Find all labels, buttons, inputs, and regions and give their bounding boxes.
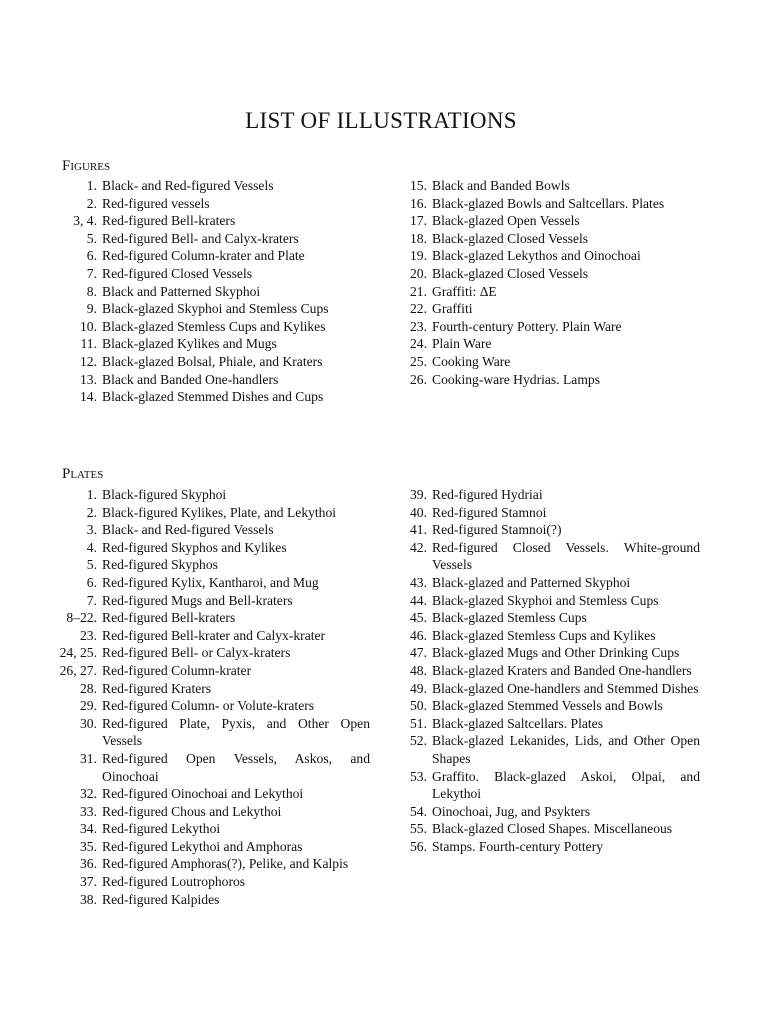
item-number: 9. (86, 301, 97, 317)
item-title: Red-figured Column- or Volute-kraters (102, 698, 315, 714)
item-number: 8. (86, 283, 97, 299)
item-title: Red-figured Stamnoi(?) (432, 522, 562, 538)
list-item (410, 504, 700, 522)
list-item (86, 504, 370, 522)
item-number: 11. (80, 336, 97, 352)
item-title: Red-figured Bell- and Calyx-kraters (102, 230, 299, 246)
list-item (86, 592, 370, 610)
item-number: 28. (80, 680, 97, 696)
item-number: 1. (86, 487, 97, 502)
item-number: 24. (410, 336, 427, 352)
item-number: 2. (86, 195, 97, 211)
item-number: 52. (410, 733, 427, 749)
item-number: 34. (80, 821, 97, 837)
item-number: 18. (410, 230, 427, 246)
item-title: Black-glazed Skyphoi and Stemless Cups (432, 592, 659, 608)
item-number: 20. (410, 265, 427, 281)
item-number: 7. (86, 265, 97, 281)
item-title: Red-figured Bell-krater and Calyx-krater (102, 627, 326, 643)
item-title: Red-figured Loutrophoros (102, 874, 246, 890)
item-title: Black-glazed Kylikes and Mugs (102, 336, 277, 352)
item-number: 13. (80, 371, 97, 387)
list-item (410, 592, 700, 610)
list-item (86, 486, 370, 504)
item-title: Red-figured Column-krater and Plate (102, 248, 305, 264)
list-item (410, 662, 700, 680)
item-title: Black-glazed Stemless Cups and Kylikes (102, 318, 326, 334)
list-item (410, 212, 702, 230)
item-number: 37. (80, 874, 97, 890)
item-title: Black-glazed Closed Shapes. Miscellaneous (432, 821, 673, 837)
list-item (86, 283, 372, 301)
list-item (86, 177, 372, 195)
item-number: 54. (410, 803, 427, 819)
list-item (80, 820, 370, 838)
list-item (410, 715, 700, 733)
item-number: 26, 27. (59, 662, 97, 678)
item-title: Stamps. Fourth-century Pottery (432, 838, 604, 854)
list-item (59, 644, 370, 662)
item-number: 21. (410, 283, 427, 299)
list-item (410, 283, 702, 301)
item-title: Red-figured Open Vessels, Askos, and Oinochoai (102, 750, 370, 784)
item-title: Black-glazed and Patterned Skyphoi (432, 574, 631, 590)
item-title: Black-glazed Kraters and Banded One-handlers (432, 662, 692, 678)
item-number: 10. (80, 318, 97, 334)
item-number: 2. (86, 504, 97, 520)
item-number: 16. (410, 195, 427, 211)
list-item (410, 838, 700, 856)
item-number: 5. (86, 230, 97, 246)
item-title: Red-figured Lekythoi (102, 821, 221, 837)
item-title: Red-figured Stamnoi (432, 504, 547, 520)
item-title: Black and Banded One-handlers (102, 371, 279, 387)
item-title: Graffito. Black-glazed Askoi, Olpai, and Lekythoi (432, 768, 700, 802)
item-title: Black-glazed Closed Vessels (432, 230, 589, 246)
list-item (410, 609, 700, 627)
item-number: 55. (410, 821, 427, 837)
figures-list-right (410, 177, 702, 388)
list-item (410, 300, 702, 318)
list-item (86, 539, 370, 557)
item-number: 42. (410, 539, 427, 555)
list-item (86, 521, 370, 539)
list-item (80, 891, 370, 909)
item-title: Red-figured Kalpides (102, 891, 220, 907)
list-item (410, 353, 702, 371)
list-item (80, 803, 370, 821)
item-number: 48. (410, 662, 427, 678)
item-number: 6. (86, 574, 97, 590)
list-item (80, 353, 372, 371)
item-number: 30. (80, 715, 97, 731)
list-item (410, 230, 702, 248)
list-item (410, 318, 702, 336)
item-number: 50. (410, 698, 427, 714)
item-number: 3, 4. (73, 213, 97, 229)
list-item (80, 627, 370, 645)
item-number: 1. (86, 178, 97, 193)
item-number: 29. (80, 698, 97, 714)
item-title: Black-glazed Stemmed Dishes and Cups (102, 389, 324, 405)
item-number: 3. (86, 522, 97, 538)
item-title: Red-figured Oinochoai and Lekythoi (102, 786, 304, 802)
item-number: 8–22. (66, 610, 97, 626)
plates-list-left (59, 486, 370, 908)
item-number: 17. (410, 213, 427, 229)
item-title: Red-figured Closed Vessels (102, 265, 253, 281)
list-item (80, 697, 370, 715)
item-title: Red-figured Column-krater (102, 662, 252, 678)
item-number: 25. (410, 353, 427, 369)
item-number: 19. (410, 248, 427, 264)
page-title: LIST OF ILLUSTRATIONS (245, 108, 517, 133)
item-title: Black-glazed One-handlers and Stemmed Dishes (432, 680, 699, 696)
item-title: Cooking Ware (432, 353, 511, 369)
list-item (410, 697, 700, 715)
list-item (80, 838, 370, 856)
list-item (80, 785, 370, 803)
list-item (410, 335, 702, 353)
item-title: Red-figured Skyphos and Kylikes (102, 539, 287, 555)
item-title: Black-glazed Bolsal, Phiale, and Kraters (102, 353, 323, 369)
item-number: 51. (410, 715, 427, 731)
list-item (410, 680, 700, 698)
item-title: Black-figured Kylikes, Plate, and Lekythoi (102, 504, 337, 520)
item-title: Red-figured Bell-kraters (102, 610, 236, 626)
list-item (410, 521, 700, 539)
item-number: 35. (80, 838, 97, 854)
list-item (80, 335, 372, 353)
item-title: Red-figured Amphoras(?), Pelike, and Kalpis (102, 856, 349, 872)
item-number: 46. (410, 627, 427, 643)
figures-heading: Figures (62, 158, 111, 174)
list-item (410, 177, 702, 195)
list-item (410, 644, 700, 662)
figures-list-left (73, 177, 372, 406)
item-title: Cooking-ware Hydrias. Lamps (432, 371, 600, 387)
item-title: Black-glazed Open Vessels (432, 213, 580, 229)
item-title: Black-glazed Saltcellars. Plates (432, 715, 603, 731)
list-item (80, 715, 370, 750)
item-title: Black-glazed Skyphoi and Stemless Cups (102, 301, 329, 317)
item-title: Fourth-century Pottery. Plain Ware (432, 318, 622, 334)
item-title: Black-glazed Stemless Cups and Kylikes (432, 627, 656, 643)
item-number: 15. (410, 178, 427, 193)
item-number: 45. (410, 610, 427, 626)
item-number: 23. (410, 318, 427, 334)
item-number: 31. (80, 750, 97, 766)
item-title: Red-figured Chous and Lekythoi (102, 803, 282, 819)
list-item (410, 265, 702, 283)
item-title: Red-figured Kraters (102, 680, 212, 696)
list-item (80, 318, 372, 336)
item-title: Graffiti: ΔΕ (432, 283, 497, 299)
list-item (66, 609, 370, 627)
list-item (410, 195, 702, 213)
list-item (410, 574, 700, 592)
list-item (410, 820, 700, 838)
item-title: Black-glazed Stemmed Vessels and Bowls (432, 698, 663, 714)
item-number: 14. (80, 389, 97, 405)
item-title: Black-glazed Lekanides, Lids, and Other Open Shapes (432, 733, 700, 766)
item-number: 23. (80, 627, 97, 643)
list-item (86, 230, 372, 248)
list-item (80, 873, 370, 891)
item-title: Red-figured Bell-kraters (102, 213, 236, 229)
list-item (410, 371, 702, 389)
item-number: 56. (410, 838, 427, 854)
item-title: Black and Banded Bowls (432, 178, 570, 193)
item-number: 12. (80, 353, 97, 369)
item-number: 40. (410, 504, 427, 520)
item-title: Black-glazed Mugs and Other Drinking Cups (432, 645, 680, 661)
list-item (410, 768, 700, 803)
list-item (80, 680, 370, 698)
item-title: Red-figured Closed Vessels. White-ground Vessels (432, 539, 700, 573)
item-title: Red-figured Hydriai (432, 487, 543, 502)
list-item (86, 265, 372, 283)
item-title: Red-figured vessels (102, 195, 210, 211)
item-number: 41. (410, 522, 427, 538)
plates-heading: Plates (62, 466, 104, 482)
list-item (410, 247, 702, 265)
item-title: Red-figured Skyphos (102, 557, 218, 573)
item-title: Red-figured Kylix, Kantharoi, and Mug (102, 574, 319, 590)
item-number: 6. (86, 248, 97, 264)
list-item (410, 539, 700, 574)
list-item (410, 627, 700, 645)
item-number: 5. (86, 557, 97, 573)
item-title: Black-glazed Stemless Cups (432, 610, 587, 626)
list-item (80, 750, 370, 785)
item-title: Plain Ware (432, 336, 492, 352)
item-number: 44. (410, 592, 427, 608)
item-title: Black-figured Skyphoi (102, 487, 227, 502)
item-number: 32. (80, 786, 97, 802)
item-number: 38. (80, 891, 97, 907)
item-number: 22. (410, 301, 427, 317)
item-title: Red-figured Mugs and Bell-kraters (102, 592, 293, 608)
list-item (59, 662, 370, 680)
list-item (410, 803, 700, 821)
item-title: Black-glazed Lekythos and Oinochoai (432, 248, 641, 264)
item-number: 4. (86, 539, 97, 555)
item-number: 43. (410, 574, 427, 590)
item-title: Black and Patterned Skyphoi (102, 283, 261, 299)
list-item (86, 574, 370, 592)
list-item (410, 732, 700, 767)
item-title: Graffiti (432, 301, 473, 317)
item-number: 7. (86, 592, 97, 608)
item-number: 49. (410, 680, 427, 696)
item-title: Black- and Red-figured Vessels (102, 178, 274, 193)
item-number: 39. (410, 487, 427, 502)
item-number: 26. (410, 371, 427, 387)
list-item (80, 855, 370, 873)
item-title: Red-figured Lekythoi and Amphoras (102, 838, 303, 854)
list-item (80, 388, 372, 406)
list-item (86, 195, 372, 213)
item-title: Red-figured Plate, Pyxis, and Other Open Vessels (102, 715, 370, 749)
list-item (86, 247, 372, 265)
list-item (410, 486, 700, 504)
item-number: 53. (410, 768, 427, 784)
plates-list-right (410, 486, 700, 855)
item-number: 24, 25. (59, 645, 97, 661)
list-item (73, 212, 372, 230)
item-title: Black-glazed Bowls and Saltcellars. Plates (432, 195, 665, 211)
list-item (86, 556, 370, 574)
item-number: 47. (410, 645, 427, 661)
item-title: Oinochoai, Jug, and Psykters (432, 803, 591, 819)
list-item (80, 371, 372, 389)
item-title: Black- and Red-figured Vessels (102, 522, 274, 538)
item-number: 33. (80, 803, 97, 819)
list-item (86, 300, 372, 318)
item-title: Black-glazed Closed Vessels (432, 265, 589, 281)
item-number: 36. (80, 856, 97, 872)
item-title: Red-figured Bell- or Calyx-kraters (102, 645, 291, 661)
